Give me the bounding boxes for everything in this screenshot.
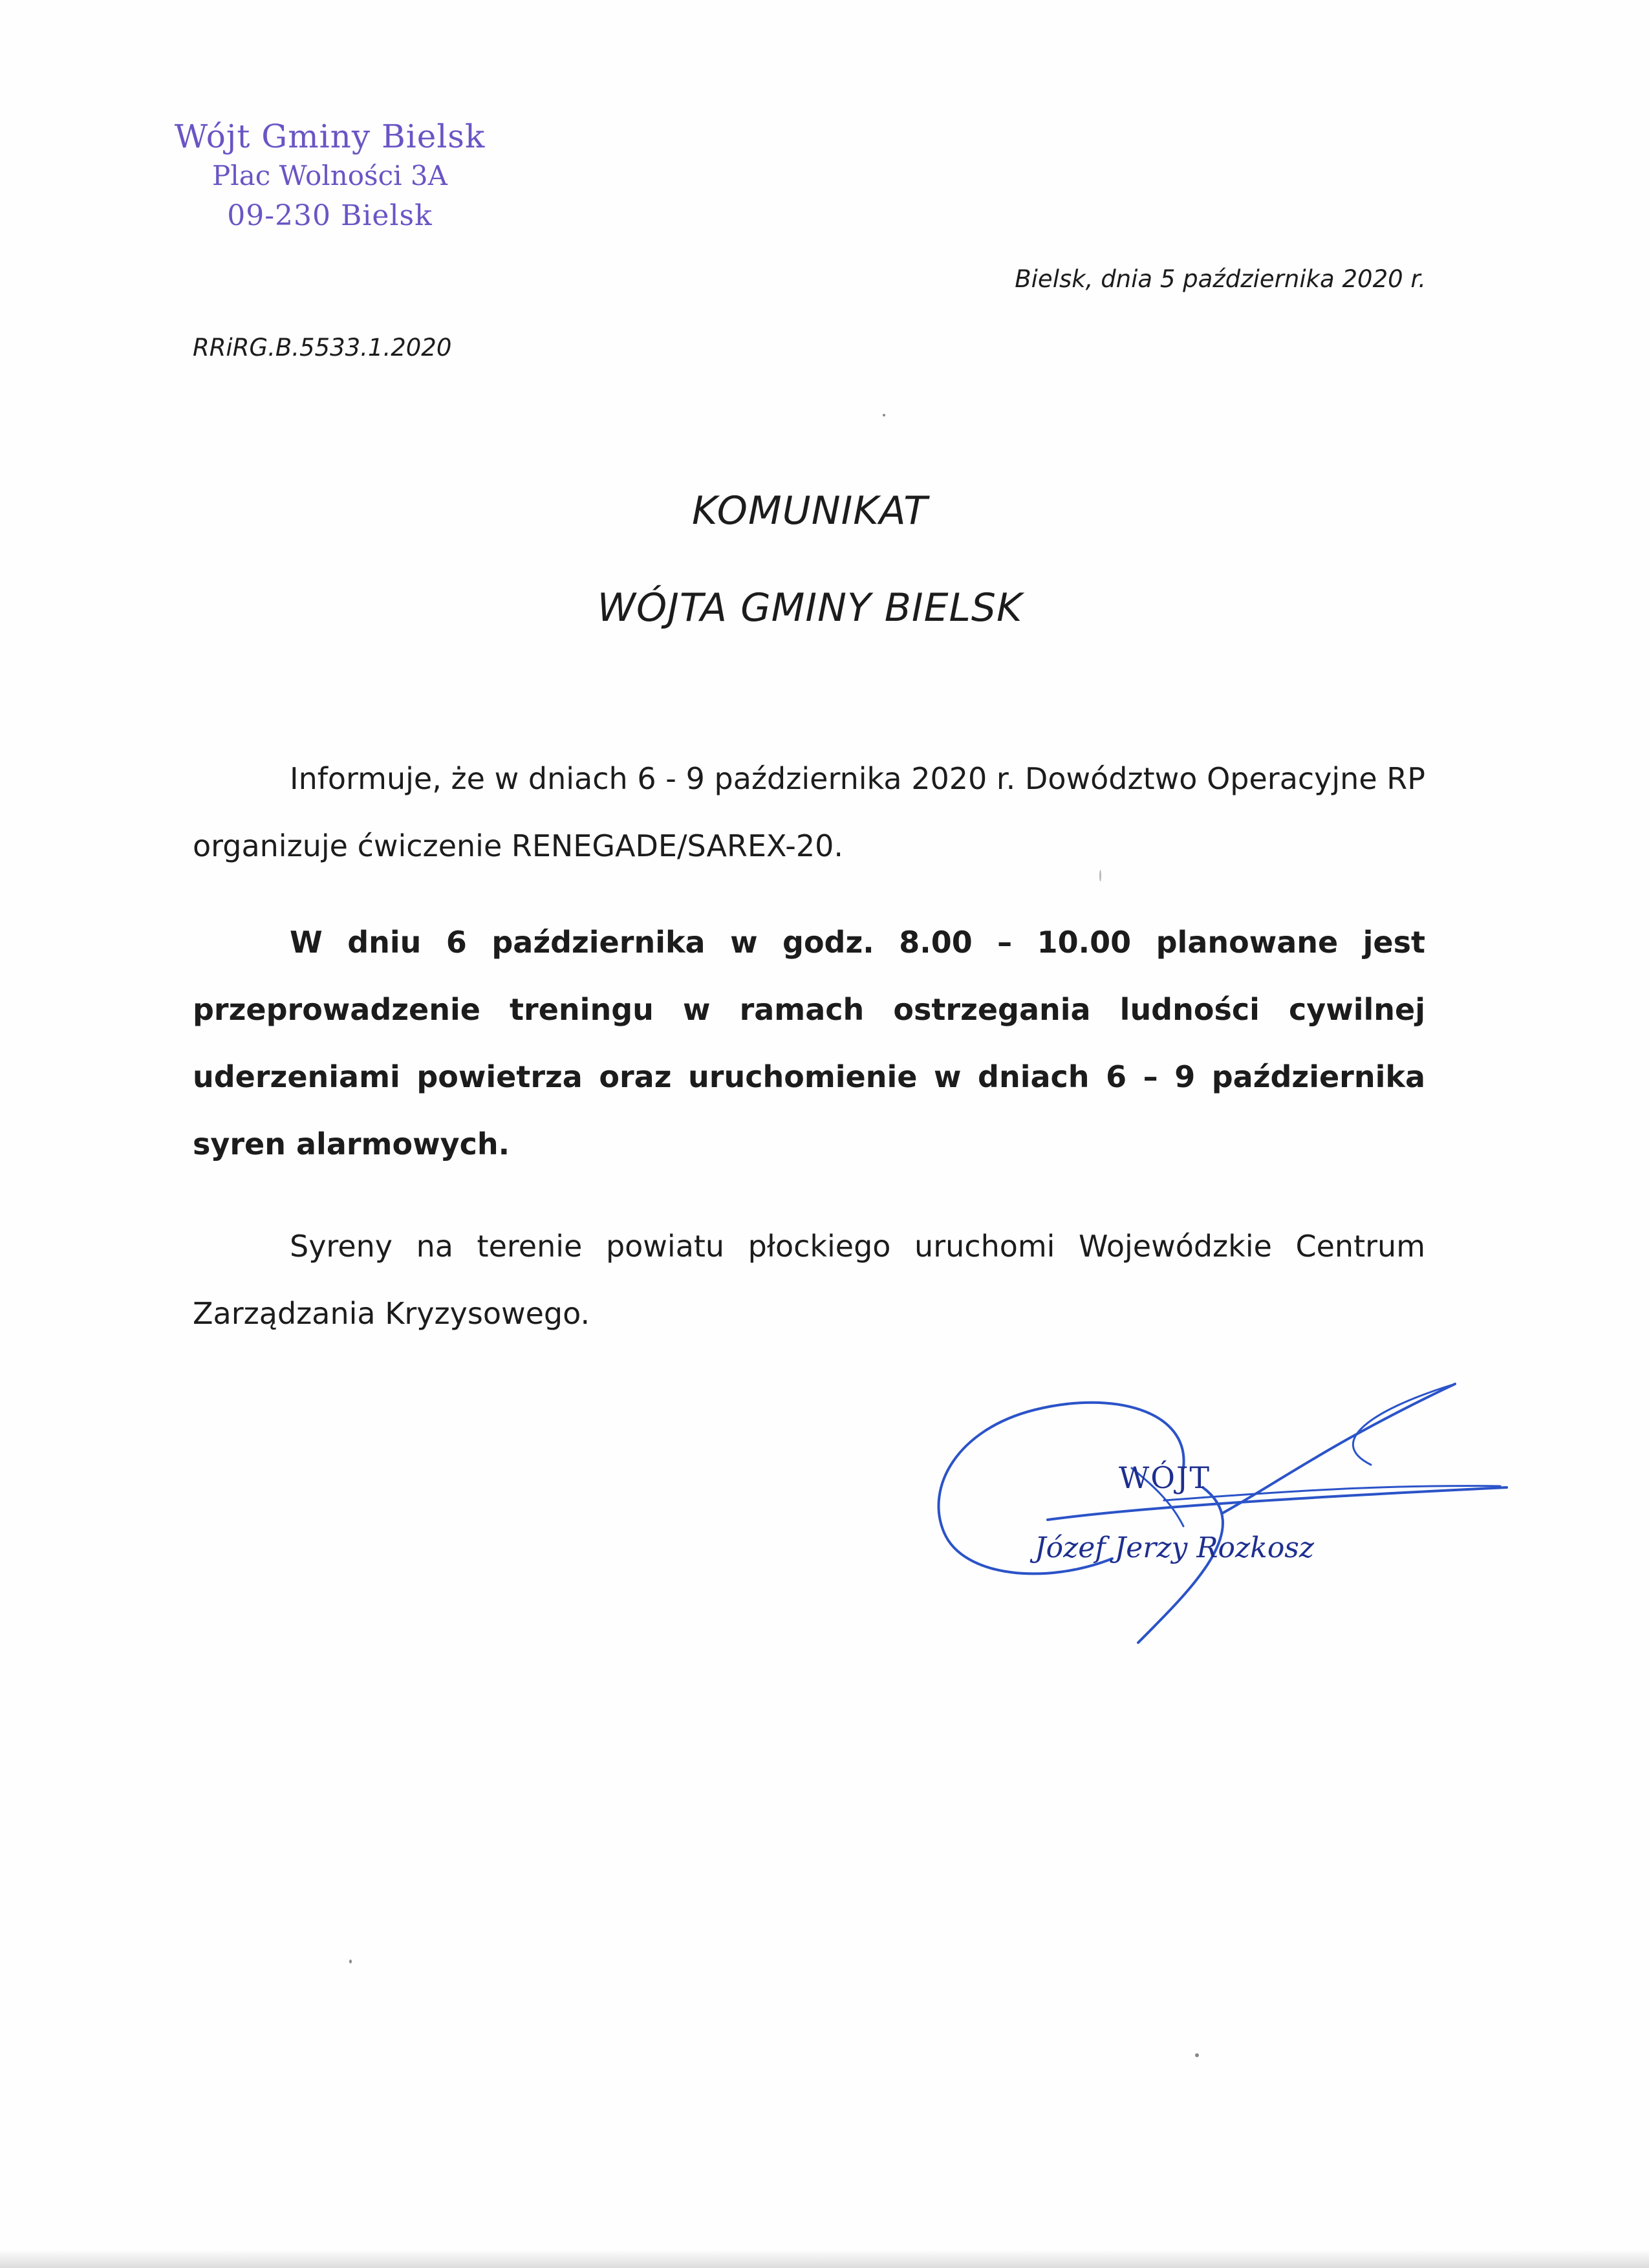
body-paragraph-1 xyxy=(193,745,1425,880)
body-paragraph-2 xyxy=(193,909,1425,1178)
signature-block xyxy=(918,1371,1526,1656)
scan-bottom-edge xyxy=(0,2249,1649,2268)
handwritten-signature-icon xyxy=(918,1371,1526,1656)
stamp-street: Plac Wolności 3A xyxy=(212,160,447,191)
place-date: Bielsk, dnia 5 października 2020 r. xyxy=(1015,265,1426,293)
scan-speck xyxy=(1195,2053,1199,2057)
scan-speck xyxy=(883,414,885,416)
paragraph-text: W dniu 6 października w godz. 8.00 – 10.00 planowane jest przeprowadzenie treningu w ramach ostrzegania ludności cywilnej uderzeniami powietrza oraz uruchomienie w dniach 6 – 9 października syren alarmowych. xyxy=(193,925,1425,1161)
sender-stamp xyxy=(149,116,511,237)
signature-name: Józef Jerzy Rozkosz xyxy=(1035,1531,1315,1564)
paragraph-text: Syreny na terenie powiatu płockiego uruchomi Wojewódzkie Centrum Zarządzania Kryzysowego. xyxy=(193,1229,1425,1331)
scan-speck xyxy=(1099,870,1101,881)
stamp-office: Wójt Gminy Bielsk xyxy=(174,118,486,155)
document-heading-line2: WÓJTA GMINY BIELSK xyxy=(597,585,1023,631)
document-heading-line1: KOMUNIKAT xyxy=(692,488,928,534)
scan-speck xyxy=(349,1960,352,1963)
stamp-postal-city: 09-230 Bielsk xyxy=(227,199,433,232)
reference-number: RRiRG.B.5533.1.2020 xyxy=(193,334,452,362)
paragraph-text: Informuje, że w dniach 6 - 9 października 2020 r. Dowództwo Operacyjne RP organizuje ćwiczenie RENEGADE/SAREX-20. xyxy=(193,761,1425,863)
body-paragraph-3 xyxy=(193,1213,1425,1347)
signature-title: WÓJT xyxy=(1119,1460,1211,1495)
